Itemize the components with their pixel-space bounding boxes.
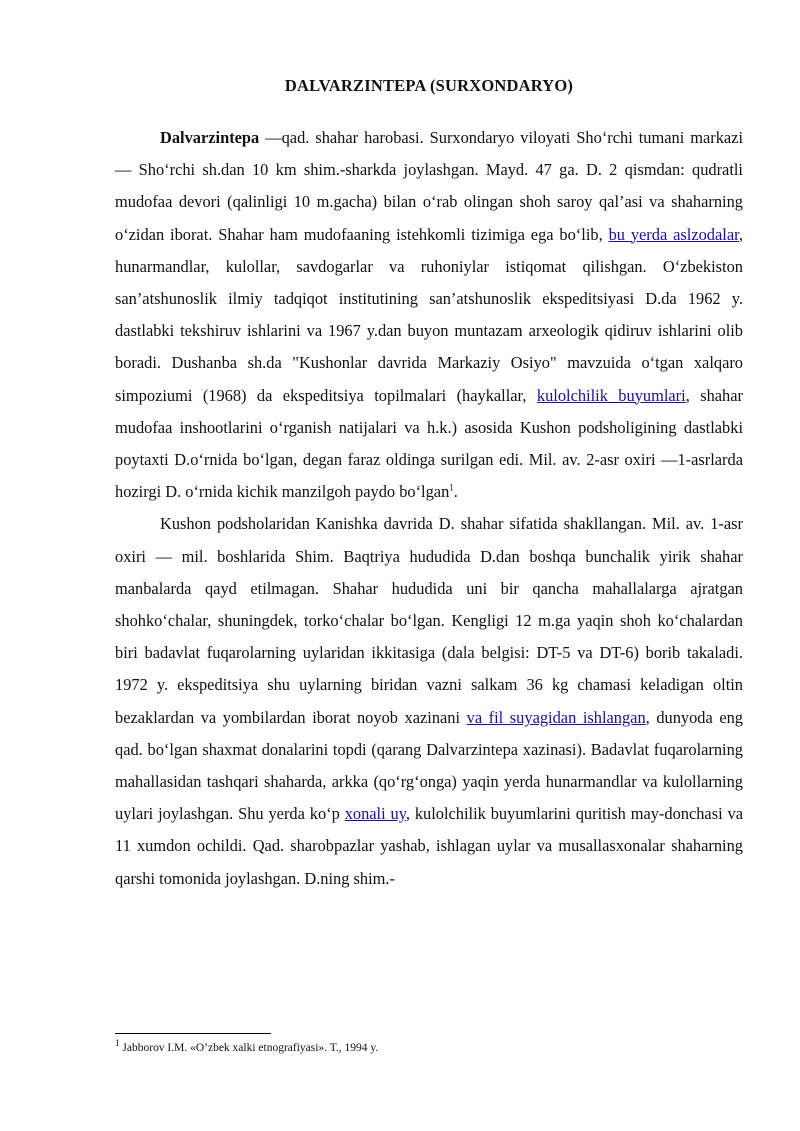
footnote [115, 1038, 743, 1055]
bold-term: Dalvarzintepa [160, 128, 260, 147]
paragraph-text: , shahar mudofaa inshootlarini o‘rganish natijalari va h.k.) asosida Kushon podsholigining dastlabki poytaxti D.o‘rnida bo‘lgan, degan faraz oldinga surilgan edi. Mil. av. 2-asr oxiri —1-asrlarda hozirgi D. o‘rnida kichik manzilgoh paydo bo‘lgan [115, 385, 743, 502]
footnote-text: Jabborov I.M. «O’zbek xalki etnografiyasi». T., 1994 y. [119, 1042, 379, 1054]
link-kulolchilik-buyumlari[interactable]: kulolchilik buyumlari [536, 385, 686, 405]
footnote-separator [115, 1033, 271, 1034]
paragraph-2 [115, 508, 743, 894]
paragraph-text: . [453, 482, 458, 502]
paragraph-text: , dunyoda eng qad. bo‘lgan shaxmat donalarini topdi (qarang Dalvarzintepa xazinasi). Badavlat fuqarolarning mahallasidan tashqari shaharda, arkka (qo‘rg‘onga) yaqin yerda hunarmandlar va kulollarning uylari joylashgan. Shu yerda ko‘p [115, 707, 744, 824]
footnote-reference[interactable]: 1 [449, 482, 454, 493]
link-aslzodalar[interactable]: bu yerda aslzodalar [608, 224, 739, 244]
document-body [115, 122, 743, 895]
paragraph-1 [115, 122, 743, 508]
paragraph-text: , hunarmandlar, kulollar, savdogarlar va ruhoniylar istiqomat qilishgan. O‘zbekiston san’atshunoslik ilmiy tadqiqot institutining san’atshunoslik ekspeditsiyasi D.da 1962 y. dastlabki tekshiruv ishlarini va 1967 y.dan buyon muntazam arxeologik qidiruv ishlarini olib boradi. Dushanba sh.da "Kushonlar davrida Markaziy Osiyo" mavzuida o‘tgan xalqaro simpoziumi (1968) da ekspeditsiya topilmalari (haykallar, [115, 224, 744, 405]
paragraph-text: Kushon podsholaridan Kanishka davrida D. shahar sifatida shakllangan. Mil. av. 1-asr oxiri — mil. boshlarida Shim. Baqtriya hududida D.dan boshqa bunchalik yirik shahar manbalarda qayd etilmagan. Shahar hududida uni bir qancha mahallalarga ajratgan shohko‘chalar, shuningdek, torko‘chalar bo‘lgan. Kengligi 12 m.ga yaqin shoh ko‘chalardan biri badavlat fuqarolarning uylaridan ikkitasiga (dala belgisi: DT-5 va DT-6) borib takaladi. 1972 y. ekspeditsiya shu uylarning biridan vazni salkam 36 kg chamasi keladigan oltin bezaklardan va yombilardan iborat noyob xazinani [115, 514, 743, 727]
link-fil-suyagi[interactable]: va fil suyagidan ishlangan [466, 707, 646, 727]
paragraph-text: , kulolchilik buyumlarini quritish may-donchasi va 11 xumdon ochildi. Qad. sharobpazlar yashab, ishlagan uylar va musallasxonalar shaharning qarshi tomonida joylashgan. D.ning shim.- [115, 804, 743, 888]
footnote-marker: 1 [115, 1038, 120, 1049]
paragraph-text: —qad. shahar harobasi. Surxondaryo viloyati Sho‘rchi tumani markazi — Sho‘rchi sh.dan 10 km shim.-sharkda joylashgan. Mayd. 47 ga. D. 2 qismdan: qudratli mudofaa devori (qalinligi 10 m.gacha) bilan o‘rab olingan shoh saroy qal’asi va shaharning o‘zidan iborat. Shahar ham mudofaaning istehkomli tizimiga ega bo‘lib, [115, 128, 743, 244]
document-title: DALVARZINTEPA (SURXONDARYO) [284, 76, 574, 95]
link-xonali-uy[interactable]: xonali uy [344, 804, 406, 824]
